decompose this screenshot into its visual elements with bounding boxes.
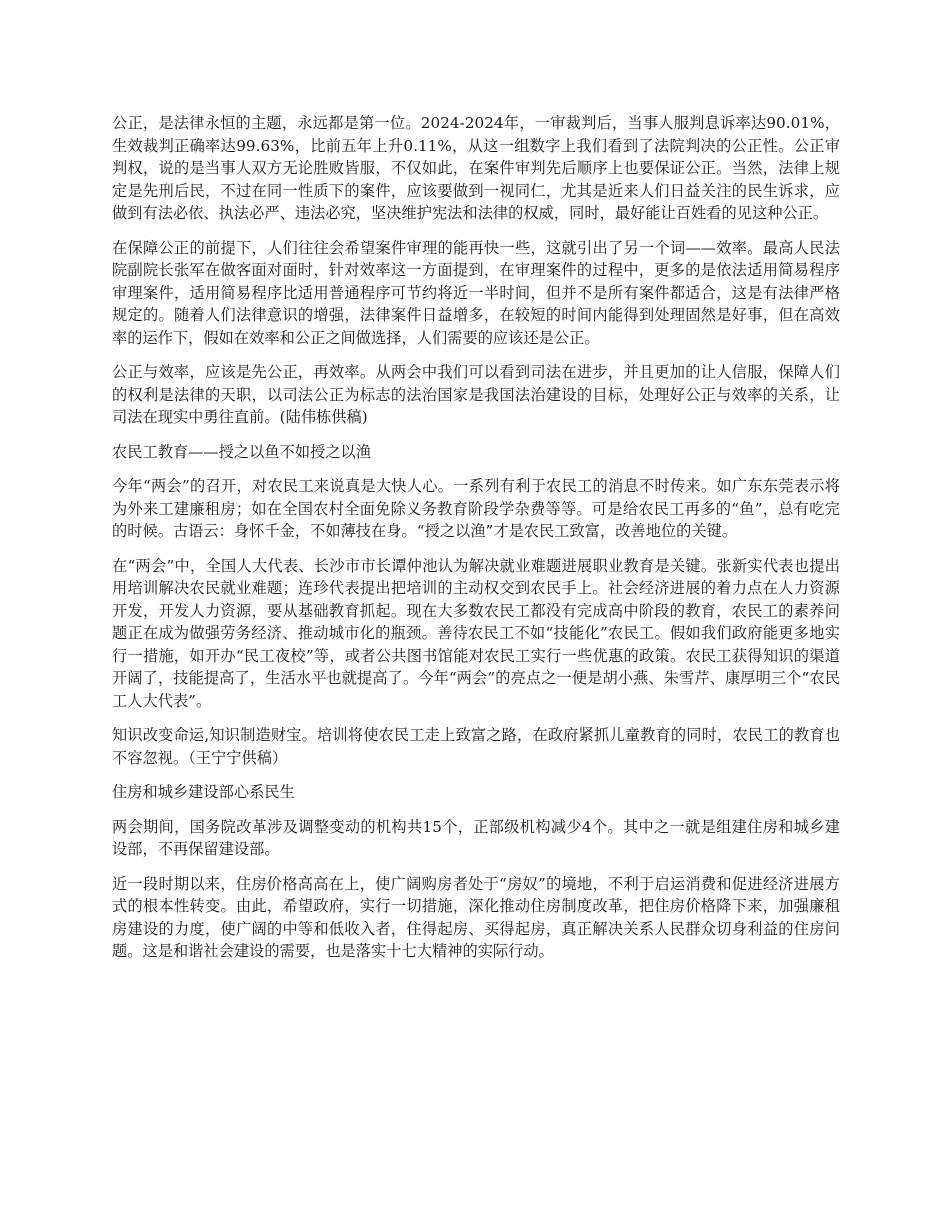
paragraph-justice-efficiency-conclusion: 公正与效率，应该是先公正，再效率。从两会中我们可以看到司法在进步，并且更加的让人信服，保障人们的权利是法律的天职，以司法公正为标志的法治国家是我国法治建设的目标，处理好公正与效率的关系，让司法在现实中勇往直前。(陆伟栋供稿) <box>112 363 840 426</box>
paragraph-efficiency: 在保障公正的前提下，人们往往会希望案件审理的能再快一些，这就引出了另一个词——效率。最高人民法院副院长张军在做客面对面时，针对效率这一方面提到，在审理案件的过程中，更多的是依法适用简易程序审理案件，适用简易程序比适用普通程序可节约将近一半时间，但并不是所有案件都适合，这是有法律严格规定的。随着人们法律意识的增强，法律案件日益增多，在较短的时间内能得到处理固然是好事，但在高效率的运作下，假如在效率和公正之间做选择，人们需要的应该还是公正。 <box>112 238 840 347</box>
paragraph-vocational-training: 在“两会”中，全国人大代表、长沙市市长谭仲池认为解决就业难题进展职业教育是关键。张新实代表也提出用培训解决农民就业难题；连珍代表提出把培训的主动权交到农民手上。社会经济进展的着力点在人力资源开发，开发人力资源，要从基础教育抓起。现在大多数农民工都没有完成高中阶段的教育，农民工的素养问题正在成为做强劳务经济、推动城市化的瓶颈。善待农民工不如“技能化”农民工。假如我们政府能更多地实行一措施，如开办“民工夜校”等，或者公共图书馆能对农民工实行一些优惠的政策。农民工获得知识的渠道开阔了，技能提高了，生活水平也就提高了。今年“两会”的亮点之一便是胡小燕、朱雪芹、康厚明三个“农民工人大代表”。 <box>112 556 840 710</box>
document-body <box>112 112 840 975</box>
paragraph-institutional-reform: 两会期间，国务院改革涉及调整变动的机构共15个，正部级机构减少4个。其中之一就是组建住房和城乡建设部，不再保留建设部。 <box>112 817 840 858</box>
paragraph-knowledge-changes-fate: 知识改变命运,知识制造财宝。培训将使农民工走上致富之路，在政府紧抓儿童教育的同时，农民工的教育也不容忽视。（王宁宁供稿） <box>112 726 840 767</box>
paragraph-housing-prices: 近一段时期以来，住房价格高高在上，使广阔购房者处于“房奴”的境地，不利于启运消费和促进经济进展方式的根本性转变。由此，希望政府，实行一切措施，深化推动住房制度改革，把住房价格降下来，加强廉租房建设的力度，使广阔的中等和低收入者，住得起房、买得起房，真正解决关系人民群众切身利益的住房问题。这是和谐社会建设的需要，也是落实十七大精神的实际行动。 <box>112 874 840 960</box>
section-heading-migrant-worker-education: 农民工教育——授之以鱼不如授之以渔 <box>112 442 372 461</box>
section-heading-housing-ministry: 住房和城乡建设部心系民生 <box>112 783 295 801</box>
paragraph-justice: 公正，是法律永恒的主题，永远都是第一位。2024-2024年，一审裁判后，当事人服判息诉率达90.01%，生效裁判正确率达99.63%，比前五年上升0.11%，从这一组数字上我们看到了法院判决的公正性。公正审判权，说的是当事人双方无论胜败皆服，不仅如此，在案件审判先后顺序上也要保证公正。当然，法律上规定是先刑后民，不过在同一性质下的案件，应该要做到一视同仁，尤其是近来人们日益关注的民生诉求，应做到有法必依、执法必严、违法必究，坚决维护宪法和法律的权威，同时，最好能让百姓看的见这种公正。 <box>112 114 840 222</box>
paragraph-two-sessions-migrant-workers: 今年“两会”的召开，对农民工来说真是大快人心。一系列有利于农民工的消息不时传来。如广东东莞表示将为外来工建廉租房；如在全国农村全面免除义务教育阶段学杂费等等。可是给农民工再多的“鱼”，总有吃完的时候。古语云：身怀千金，不如薄技在身。“授之以渔”才是农民工致富，改善地位的关键。 <box>112 477 840 540</box>
